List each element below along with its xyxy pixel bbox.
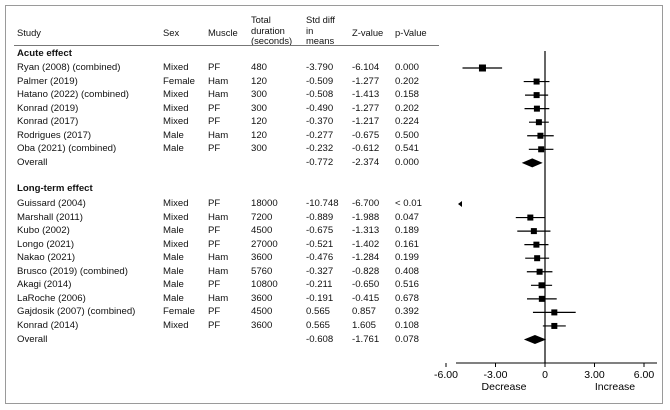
cell-muscle: PF <box>208 225 221 237</box>
cell-duration: 27000 <box>251 238 278 250</box>
cell-z: -1.277 <box>352 102 380 114</box>
cell-p: 0.678 <box>395 292 420 304</box>
cell-muscle: PF <box>208 102 221 114</box>
overall-z: -2.374 <box>352 156 380 168</box>
cell-duration: 10800 <box>251 279 278 291</box>
cell-z: -0.675 <box>352 129 380 141</box>
cell-smd: -0.675 <box>306 225 334 237</box>
cell-smd: -0.327 <box>306 265 334 277</box>
cell-duration: 120 <box>251 75 268 87</box>
cell-p: 0.161 <box>395 238 420 250</box>
point-estimate <box>534 106 540 112</box>
cell-study: Marshall (2011) <box>17 211 83 223</box>
section-title: Acute effect <box>17 48 72 59</box>
x-tick-label: 3.00 <box>584 369 605 381</box>
overall-label: Overall <box>17 156 48 168</box>
cell-z: -6.700 <box>352 198 380 209</box>
cell-duration: 300 <box>251 143 268 155</box>
cell-study: Konrad (2019) <box>17 102 79 114</box>
point-estimate <box>538 146 544 152</box>
point-estimate <box>536 119 542 125</box>
point-estimate <box>539 296 545 302</box>
cell-muscle: PF <box>208 62 221 73</box>
cell-study: Longo (2021) <box>17 238 75 250</box>
x-tick-label: 6.00 <box>633 369 655 381</box>
cell-muscle: PF <box>208 306 221 318</box>
cell-p: 0.000 <box>395 62 420 73</box>
point-estimate <box>537 269 543 275</box>
cell-study: LaRoche (2006) <box>17 292 86 304</box>
overall-smd: -0.608 <box>306 333 334 345</box>
cell-smd: -0.211 <box>306 279 333 291</box>
overall-diamond <box>524 335 546 344</box>
point-estimate <box>527 215 533 221</box>
header-sex: Sex <box>163 27 180 38</box>
cell-z: -1.988 <box>352 211 380 223</box>
cell-smd: -0.521 <box>306 238 334 250</box>
cell-z: -1.402 <box>352 238 380 250</box>
cell-sex: Female <box>163 306 195 318</box>
point-estimate <box>551 323 557 329</box>
cell-z: -1.217 <box>352 116 380 128</box>
cell-muscle: Ham <box>208 265 229 277</box>
section-title: Long-term effect <box>17 183 93 194</box>
overall-p: 0.000 <box>395 156 420 168</box>
cell-sex: Male <box>163 279 184 291</box>
cell-muscle: Ham <box>208 211 229 223</box>
cell-p: 0.108 <box>395 319 420 331</box>
cell-muscle: PF <box>208 279 221 291</box>
header-p-value: p-Value <box>395 27 427 38</box>
cell-smd: -0.490 <box>306 102 334 114</box>
cell-smd: -0.508 <box>306 89 334 101</box>
header-study: Study <box>17 27 41 38</box>
cell-sex: Male <box>163 292 184 304</box>
x-tick-label: 0 <box>542 369 548 381</box>
header-muscle: Muscle <box>208 27 238 38</box>
cell-duration: 300 <box>251 89 268 101</box>
cell-sex: Male <box>163 143 184 155</box>
point-estimate <box>539 282 545 288</box>
cell-p: 0.047 <box>395 211 420 223</box>
cell-study: Hatano (2022) (combined) <box>17 89 129 101</box>
overall-smd: -0.772 <box>306 156 334 168</box>
point-estimate <box>531 228 537 234</box>
cell-study: Rodrigues (2017) <box>17 129 92 141</box>
cell-study: Palmer (2019) <box>17 75 78 87</box>
cell-study: Brusco (2019) (combined) <box>17 265 128 277</box>
cell-muscle: Ham <box>208 75 229 87</box>
overall-z: -1.761 <box>352 333 380 345</box>
cell-study: Konrad (2017) <box>17 116 79 128</box>
cell-sex: Male <box>163 265 184 277</box>
x-tick-label: -3.00 <box>483 369 508 381</box>
cell-muscle: PF <box>208 238 221 250</box>
cell-duration: 4500 <box>251 306 273 318</box>
cell-z: 0.857 <box>352 306 377 318</box>
cell-z: 1.605 <box>352 319 377 331</box>
cell-muscle: Ham <box>208 292 229 304</box>
cell-sex: Mixed <box>163 198 189 209</box>
cell-p: 0.158 <box>395 89 420 101</box>
cell-study: Akagi (2014) <box>17 279 72 291</box>
cell-p: 0.500 <box>395 129 420 141</box>
cell-z: -1.277 <box>352 75 380 87</box>
cell-z: -1.413 <box>352 89 380 101</box>
overall-p: 0.078 <box>395 333 420 345</box>
point-estimate <box>534 92 540 98</box>
cell-duration: 3600 <box>251 319 273 331</box>
cell-smd: -0.889 <box>306 211 334 223</box>
cell-duration: 300 <box>251 102 268 114</box>
cell-sex: Mixed <box>163 211 189 223</box>
cell-z: -0.415 <box>352 292 380 304</box>
overall-label: Overall <box>17 333 48 345</box>
cell-p: 0.202 <box>395 102 420 114</box>
cell-muscle: PF <box>208 143 221 155</box>
header-std-diff: Std diff in means <box>306 14 336 46</box>
point-estimate <box>551 309 557 315</box>
axis-label-decrease: Decrease <box>481 381 527 393</box>
cell-muscle: PF <box>208 198 221 209</box>
cell-muscle: PF <box>208 116 221 128</box>
cell-duration: 3600 <box>251 252 273 264</box>
cell-study: Ryan (2008) (combined) <box>17 62 121 73</box>
cell-duration: 120 <box>251 116 268 128</box>
cell-z: -1.313 <box>352 225 380 237</box>
cell-p: < 0.01 <box>395 198 422 209</box>
cell-duration: 5760 <box>251 265 273 277</box>
cell-duration: 120 <box>251 129 268 141</box>
cell-sex: Mixed <box>163 62 189 73</box>
cell-z: -1.284 <box>352 252 380 264</box>
cell-z: -0.828 <box>352 265 380 277</box>
cell-muscle: Ham <box>208 89 229 101</box>
point-estimate <box>537 133 543 139</box>
cell-muscle: Ham <box>208 252 229 264</box>
cell-sex: Male <box>163 252 184 264</box>
cell-p: 0.408 <box>395 265 420 277</box>
point-estimate <box>479 65 486 72</box>
cell-study: Kubo (2002) <box>17 225 70 237</box>
cell-sex: Mixed <box>163 116 189 128</box>
cell-smd: -10.748 <box>306 198 339 209</box>
cell-duration: 7200 <box>251 211 273 223</box>
cell-smd: -0.370 <box>306 116 334 128</box>
cell-sex: Male <box>163 225 184 237</box>
header-z-value: Z-value <box>352 27 384 38</box>
cell-duration: 18000 <box>251 198 278 209</box>
cell-smd: -0.191 <box>306 292 334 304</box>
cell-p: 0.199 <box>395 252 420 264</box>
cell-study: Oba (2021) (combined) <box>17 143 117 155</box>
cell-p: 0.224 <box>395 116 420 128</box>
cell-smd: -0.476 <box>306 252 334 264</box>
cell-sex: Male <box>163 129 184 141</box>
cell-sex: Mixed <box>163 238 189 250</box>
cell-p: 0.392 <box>395 306 420 318</box>
cell-smd: -3.790 <box>306 62 334 73</box>
cell-muscle: Ham <box>208 129 229 141</box>
cell-p: 0.516 <box>395 279 420 291</box>
cell-sex: Mixed <box>163 102 189 114</box>
cell-smd: 0.565 <box>306 306 331 318</box>
axis-label-increase: Increase <box>594 381 636 393</box>
cell-smd: 0.565 <box>306 319 331 331</box>
cell-sex: Mixed <box>163 89 189 101</box>
cell-sex: Female <box>163 75 195 87</box>
cell-muscle: PF <box>208 319 221 331</box>
cell-duration: 4500 <box>251 225 273 237</box>
cell-z: -0.650 <box>352 279 380 291</box>
cell-smd: -0.509 <box>306 75 334 87</box>
cell-duration: 480 <box>251 62 268 73</box>
cell-p: 0.189 <box>395 225 420 237</box>
cell-smd: -0.277 <box>306 129 334 141</box>
point-estimate <box>534 255 540 261</box>
cell-study: Guissard (2004) <box>17 198 86 209</box>
cell-p: 0.541 <box>395 143 420 155</box>
off-scale-arrow <box>458 201 462 207</box>
cell-z: -0.612 <box>352 143 380 155</box>
cell-sex: Mixed <box>163 319 189 331</box>
point-estimate <box>533 242 539 248</box>
cell-study: Konrad (2014) <box>17 319 79 331</box>
cell-study: Nakao (2021) <box>17 252 76 264</box>
cell-z: -6.104 <box>352 62 380 73</box>
cell-duration: 3600 <box>251 292 273 304</box>
cell-p: 0.202 <box>395 75 420 87</box>
x-tick-label: -6.00 <box>434 369 458 381</box>
point-estimate <box>534 79 540 85</box>
cell-study: Gajdosik (2007) (combined) <box>17 306 136 318</box>
header-duration: Total duration (seconds) <box>251 14 293 46</box>
cell-smd: -0.232 <box>306 143 334 155</box>
overall-diamond <box>522 158 543 167</box>
